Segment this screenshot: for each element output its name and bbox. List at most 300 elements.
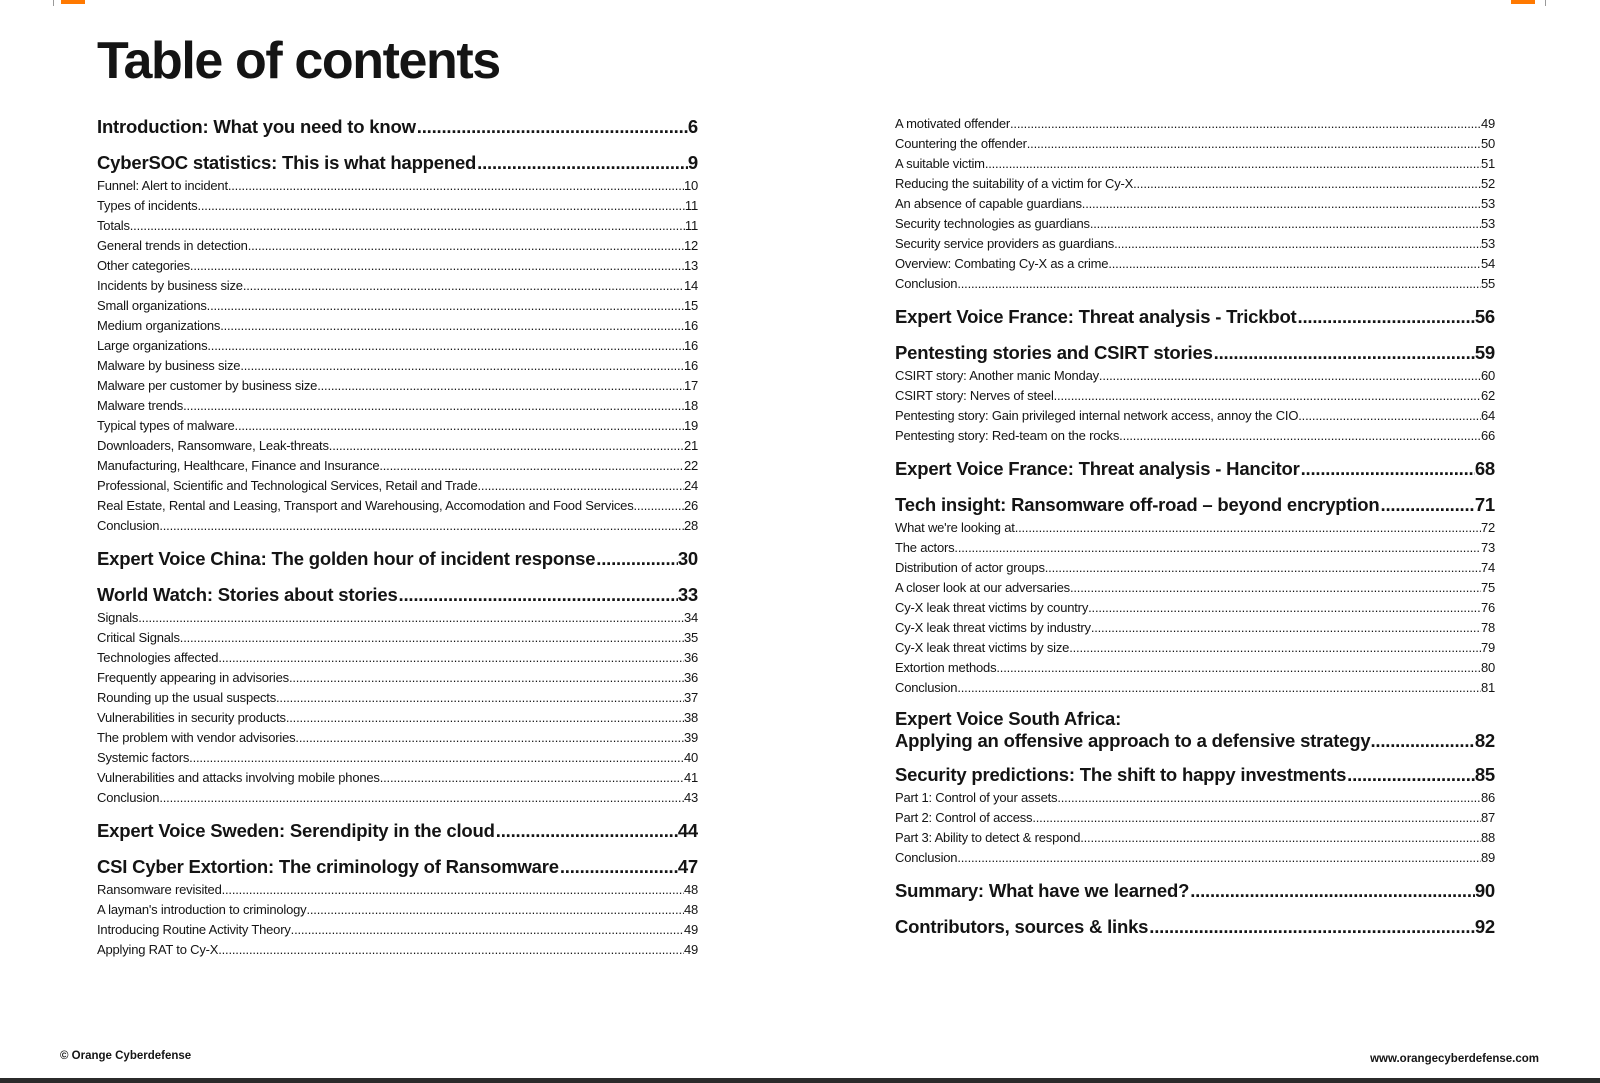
dot-leader — [1381, 492, 1475, 518]
toc-subsection-entry-label: Overview: Combating Cy-X as a crime — [895, 256, 1109, 271]
toc-subsection-entry[interactable] — [97, 276, 698, 296]
toc-subsection-entry[interactable] — [97, 628, 698, 648]
toc-chapter-entry[interactable] — [97, 854, 698, 880]
toc-chapter-entry-label: Contributors, sources & links — [895, 916, 1149, 937]
dot-leader — [477, 150, 688, 176]
toc-section — [895, 492, 1495, 698]
dot-leader — [1057, 788, 1481, 808]
dot-leader — [228, 176, 684, 196]
dot-leader — [220, 316, 684, 336]
page-number: 72 — [1480, 520, 1495, 535]
toc-subsection-entry[interactable] — [97, 176, 698, 196]
dot-leader — [1054, 386, 1481, 406]
toc-subsection-entry[interactable] — [895, 848, 1495, 868]
toc-section — [895, 456, 1495, 482]
toc-subsection-entry-label: Pentesting story: Red-team on the rocks — [895, 428, 1120, 443]
footer-website-link[interactable]: www.orangecyberdefense.com — [1370, 1053, 1539, 1065]
toc-subsection-entry-label: Incidents by business size — [97, 278, 243, 293]
dot-leader — [1045, 558, 1481, 578]
toc-subsection-entry-label: Ransomware revisited — [97, 882, 222, 897]
toc-chapter-entry[interactable] — [97, 818, 698, 844]
page-number: 52 — [1480, 176, 1495, 191]
toc-subsection-entry-label: CSIRT story: Another manic Monday — [895, 368, 1099, 383]
page-number: 11 — [684, 198, 698, 213]
toc-chapter-entry[interactable] — [895, 456, 1495, 482]
toc-subsection-entry-label: Countering the offender — [895, 136, 1027, 151]
dot-leader — [634, 496, 684, 516]
toc-chapter-entry-label: CyberSOC statistics: This is what happened — [97, 152, 477, 173]
dot-leader — [180, 628, 684, 648]
dot-leader — [329, 436, 684, 456]
toc-subsection-entry[interactable] — [97, 436, 698, 456]
toc-subsection-entry-label: Medium organizations — [97, 318, 221, 333]
toc-subsection-entry[interactable] — [895, 598, 1495, 618]
dot-leader — [248, 236, 684, 256]
page-number: 44 — [677, 820, 698, 841]
page-number: 56 — [1474, 306, 1495, 327]
toc-subsection-entry[interactable] — [895, 254, 1495, 274]
toc-chapter-entry[interactable] — [895, 878, 1495, 904]
dot-leader — [1015, 518, 1481, 538]
toc-subsection-entry-label: Real Estate, Rental and Leasing, Transport and Warehousing, Accomodation and Food Services — [97, 498, 634, 513]
dot-leader — [1027, 134, 1481, 154]
dot-leader — [596, 546, 678, 572]
page-number: 68 — [1474, 458, 1495, 479]
toc-chapter-entry[interactable] — [895, 708, 1495, 752]
page-number: 15 — [683, 298, 698, 313]
page-number: 13 — [683, 258, 698, 273]
page-number: 76 — [1480, 600, 1495, 615]
toc-subsection-entry[interactable] — [97, 336, 698, 356]
toc-chapter-entry-label: Summary: What have we learned? — [895, 880, 1190, 901]
dot-leader — [380, 768, 684, 788]
toc-subsection-entry-label: Extortion methods — [895, 660, 997, 675]
toc-subsection-entry[interactable] — [97, 456, 698, 476]
page-number: 75 — [1480, 580, 1495, 595]
page-number: 18 — [683, 398, 698, 413]
page-number: 53 — [1480, 196, 1495, 211]
toc-subsection-entry-label: A suitable victim — [895, 156, 985, 171]
toc-subsection-entry[interactable] — [97, 748, 698, 768]
toc-subsection-entry[interactable] — [97, 648, 698, 668]
page-number: 36 — [683, 650, 698, 665]
toc-subsection-entry[interactable] — [97, 668, 698, 688]
toc-section — [97, 854, 698, 960]
toc-subsection-entry[interactable] — [97, 356, 698, 376]
accent-mark-right — [1511, 0, 1535, 4]
page-number: 64 — [1480, 408, 1495, 423]
page-number: 12 — [683, 238, 698, 253]
toc-chapter-entry[interactable] — [97, 150, 698, 176]
page-number: 48 — [683, 902, 698, 917]
toc-subsection-list — [97, 608, 698, 808]
page-number: 26 — [683, 498, 698, 513]
toc-chapter-title[interactable] — [895, 730, 1495, 752]
toc-subsection-entry-label: Pentesting story: Gain privileged internal network access, annoy the CIO — [895, 408, 1299, 423]
page-number: 41 — [683, 770, 698, 785]
toc-subsection-entry[interactable] — [97, 768, 698, 788]
toc-chapter-title-label: Applying an offensive approach to a defensive strategy — [895, 730, 1371, 751]
dot-leader — [1347, 762, 1475, 788]
toc-subsection-entry[interactable] — [97, 236, 698, 256]
dot-leader — [207, 296, 684, 316]
toc-chapter-entry[interactable] — [97, 546, 698, 572]
dot-leader — [1149, 914, 1475, 940]
dot-leader — [138, 608, 684, 628]
toc-section — [97, 818, 698, 844]
dot-leader — [1088, 598, 1481, 618]
toc-subsection-entry-label: Security technologies as guardians — [895, 216, 1090, 231]
toc-subsection-entry[interactable] — [895, 366, 1495, 386]
dot-leader — [1032, 808, 1481, 828]
dot-leader — [1069, 638, 1481, 658]
toc-chapter-entry-label: World Watch: Stories about stories — [97, 584, 398, 605]
toc-column-left — [97, 114, 698, 960]
toc-section — [97, 114, 698, 140]
dot-leader — [240, 356, 684, 376]
dot-leader — [1108, 254, 1481, 274]
toc-subsection-entry-label: A motivated offender — [895, 116, 1011, 131]
toc-section — [895, 762, 1495, 868]
toc-subsection-list — [895, 366, 1495, 446]
toc-subsection-entry[interactable] — [895, 194, 1495, 214]
toc-section — [895, 914, 1495, 940]
toc-subsection-entry-label: Large organizations — [97, 338, 208, 353]
crop-mark-left — [53, 0, 54, 6]
toc-subsection-entry[interactable] — [97, 476, 698, 496]
toc-subsection-entry[interactable] — [895, 274, 1495, 294]
toc-subsection-entry-label: Manufacturing, Healthcare, Finance and Insurance — [97, 458, 380, 473]
toc-subsection-entry-label: Typical types of malware — [97, 418, 235, 433]
toc-subsection-entry[interactable] — [895, 174, 1495, 194]
toc-subsection-list — [895, 788, 1495, 868]
dot-leader — [1099, 366, 1481, 386]
page-number: 35 — [683, 630, 698, 645]
dot-leader — [1298, 406, 1481, 426]
page-number: 11 — [684, 218, 698, 233]
dot-leader — [291, 920, 684, 940]
toc-subsection-entry-label: A closer look at our adversaries — [895, 580, 1070, 595]
page-number: 19 — [683, 418, 698, 433]
dot-leader — [1091, 618, 1481, 638]
dot-leader — [957, 848, 1481, 868]
dot-leader — [1298, 304, 1475, 330]
toc-subsection-entry-label: General trends in detection — [97, 238, 248, 253]
page-number: 39 — [683, 730, 698, 745]
toc-subsection-entry[interactable] — [97, 376, 698, 396]
dot-leader — [1080, 828, 1481, 848]
toc-subsection-entry[interactable] — [895, 154, 1495, 174]
page-number: 90 — [1474, 880, 1495, 901]
page-number: 37 — [683, 690, 698, 705]
toc-section — [97, 150, 698, 536]
toc-subsection-entry-label: Signals — [97, 610, 139, 625]
dot-leader — [286, 708, 684, 728]
toc-subsection-entry-label: Small organizations — [97, 298, 207, 313]
page-number: 85 — [1474, 764, 1495, 785]
toc-subsection-entry-label: The actors — [895, 540, 955, 555]
toc-subsection-list — [97, 880, 698, 960]
toc-column-right — [895, 114, 1495, 940]
dot-leader — [183, 396, 684, 416]
page-number: 81 — [1480, 680, 1495, 695]
page-number: 50 — [1480, 136, 1495, 151]
crop-mark-right — [1545, 0, 1546, 6]
dot-leader — [130, 216, 685, 236]
dot-leader — [560, 854, 678, 880]
dot-leader — [218, 940, 684, 960]
toc-subsection-entry-label: Frequently appearing in advisories — [97, 670, 289, 685]
page-number: 87 — [1480, 810, 1495, 825]
toc-subsection-entry[interactable] — [895, 558, 1495, 578]
toc-subsection-entry[interactable] — [895, 214, 1495, 234]
page-number: 78 — [1480, 620, 1495, 635]
dot-leader — [207, 336, 684, 356]
toc-subsection-list — [97, 176, 698, 536]
toc-subsection-entry[interactable] — [895, 114, 1495, 134]
page-number: 6 — [687, 116, 698, 137]
toc-subsection-entry[interactable] — [97, 496, 698, 516]
dot-leader — [1114, 234, 1481, 254]
page-number: 21 — [683, 438, 698, 453]
toc-subsection-entry[interactable] — [97, 196, 698, 216]
toc-subsection-list — [895, 114, 1495, 294]
toc-subsection-entry[interactable] — [97, 216, 698, 236]
toc-chapter-entry-label: Pentesting stories and CSIRT stories — [895, 342, 1213, 363]
toc-subsection-entry[interactable] — [97, 880, 698, 900]
page-number: 14 — [683, 278, 698, 293]
dot-leader — [159, 516, 684, 536]
toc-subsection-entry[interactable] — [895, 678, 1495, 698]
dot-leader — [985, 154, 1481, 174]
page-number: 30 — [677, 548, 698, 569]
dot-leader — [218, 648, 684, 668]
toc-section — [895, 304, 1495, 330]
toc-subsection-entry[interactable] — [97, 516, 698, 536]
toc-subsection-entry-label: Malware by business size — [97, 358, 241, 373]
toc-subsection-entry[interactable] — [895, 578, 1495, 598]
dot-leader — [399, 582, 678, 608]
dot-leader — [197, 196, 684, 216]
dot-leader — [478, 476, 684, 496]
page-number: 10 — [683, 178, 698, 193]
toc-subsection-entry-label: Types of incidents — [97, 198, 198, 213]
toc-subsection-entry-label: Part 2: Control of access — [895, 810, 1033, 825]
toc-subsection-entry-label: Malware trends — [97, 398, 184, 413]
toc-subsection-entry-label: Malware per customer by business size — [97, 378, 318, 393]
toc-subsection-entry-label: Security service providers as guardians — [895, 236, 1115, 251]
toc-subsection-entry-label: Part 1: Control of your assets — [895, 790, 1058, 805]
toc-section — [97, 546, 698, 572]
toc-subsection-entry-label: Part 3: Ability to detect & respond — [895, 830, 1081, 845]
toc-subsection-entry[interactable] — [895, 406, 1495, 426]
toc-subsection-entry-label: CSIRT story: Nerves of steel — [895, 388, 1054, 403]
toc-chapter-entry[interactable] — [97, 582, 698, 608]
page-number: 16 — [683, 318, 698, 333]
toc-subsection-entry-label: Applying RAT to Cy-X — [97, 942, 219, 957]
toc-chapter-entry[interactable] — [895, 762, 1495, 788]
toc-subsection-entry[interactable] — [97, 316, 698, 336]
toc-subsection-entry[interactable] — [895, 538, 1495, 558]
toc-subsection-entry[interactable] — [97, 688, 698, 708]
page-number: 38 — [683, 710, 698, 725]
dot-leader — [1070, 578, 1481, 598]
toc-subsection-entry-label: A layman's introduction to criminology — [97, 902, 307, 917]
toc-subsection-entry[interactable] — [895, 808, 1495, 828]
page-number: 36 — [683, 670, 698, 685]
dot-leader — [954, 538, 1481, 558]
page-number: 60 — [1480, 368, 1495, 383]
toc-subsection-entry-label: Cy-X leak threat victims by size — [895, 640, 1070, 655]
toc-subsection-entry[interactable] — [97, 256, 698, 276]
toc-subsection-entry-label: The problem with vendor advisories — [97, 730, 296, 745]
toc-subsection-entry-label: Conclusion — [97, 790, 160, 805]
toc-chapter-entry-label: Introduction: What you need to know — [97, 116, 416, 137]
page-number: 71 — [1474, 494, 1495, 515]
dot-leader — [1010, 114, 1481, 134]
toc-subsection-entry-label: Technologies affected — [97, 650, 219, 665]
toc-chapter-entry-label: Expert Voice China: The golden hour of incident response — [97, 548, 596, 569]
toc-subsection-entry[interactable] — [97, 728, 698, 748]
dot-leader — [1214, 340, 1475, 366]
toc-subsection-entry-label: Distribution of actor groups — [895, 560, 1045, 575]
toc-subsection-entry[interactable] — [97, 920, 698, 940]
toc-subsection-entry[interactable] — [895, 788, 1495, 808]
toc-subsection-entry-label: Rounding up the usual suspects — [97, 690, 277, 705]
page-number: 66 — [1480, 428, 1495, 443]
page-number: 24 — [683, 478, 698, 493]
page-number: 73 — [1480, 540, 1495, 555]
page-number: 9 — [687, 152, 698, 173]
toc-subsection-entry[interactable] — [97, 940, 698, 960]
page-number: 49 — [683, 942, 698, 957]
dot-leader — [1133, 174, 1481, 194]
dot-leader — [295, 728, 684, 748]
toc-subsection-entry[interactable] — [97, 900, 698, 920]
page-number: 28 — [683, 518, 698, 533]
page-number: 16 — [683, 338, 698, 353]
toc-chapter-entry[interactable] — [895, 492, 1495, 518]
toc-subsection-entry-label: Other categories — [97, 258, 190, 273]
page-number: 17 — [683, 378, 698, 393]
page-number: 51 — [1480, 156, 1495, 171]
toc-chapter-entry-label: Security predictions: The shift to happy investments — [895, 764, 1347, 785]
dot-leader — [317, 376, 684, 396]
page-number: 16 — [683, 358, 698, 373]
dot-leader — [417, 114, 688, 140]
toc-subsection-entry-label: Totals — [97, 218, 130, 233]
page-number: 47 — [677, 856, 698, 877]
page-number: 55 — [1480, 276, 1495, 291]
dot-leader — [235, 416, 684, 436]
page-number: 62 — [1480, 388, 1495, 403]
dot-leader — [996, 658, 1481, 678]
page-number: 79 — [1480, 640, 1495, 655]
page-number: 86 — [1480, 790, 1495, 805]
toc-subsection-entry-label: Conclusion — [97, 518, 160, 533]
toc-subsection-entry[interactable] — [895, 518, 1495, 538]
toc-chapter-entry-label: Tech insight: Ransomware off-road – beyond encryption — [895, 494, 1380, 515]
toc-section — [895, 340, 1495, 446]
page-number: 33 — [677, 584, 698, 605]
toc-chapter-entry-label: Expert Voice France: Threat analysis - Hancitor — [895, 458, 1300, 479]
toc-chapter-title-line: Expert Voice South Africa: — [895, 708, 1122, 729]
dot-leader — [306, 900, 683, 920]
toc-subsection-entry[interactable] — [97, 708, 698, 728]
toc-subsection-entry[interactable] — [895, 828, 1495, 848]
accent-mark-left — [61, 0, 85, 4]
toc-chapter-entry[interactable] — [895, 914, 1495, 940]
page-number: 59 — [1474, 342, 1495, 363]
toc-subsection-entry-label: Vulnerabilities in security products — [97, 710, 286, 725]
page-number: 40 — [683, 750, 698, 765]
toc-subsection-entry[interactable] — [895, 618, 1495, 638]
dot-leader — [222, 880, 684, 900]
toc-section — [895, 114, 1495, 294]
toc-chapter-entry[interactable] — [895, 304, 1495, 330]
toc-chapter-entry[interactable] — [97, 114, 698, 140]
toc-subsection-entry-label: Reducing the suitability of a victim for Cy-X — [895, 176, 1134, 191]
toc-subsection-entry[interactable] — [895, 638, 1495, 658]
page-number: 82 — [1474, 730, 1495, 751]
toc-subsection-entry-label: Systemic factors — [97, 750, 190, 765]
dot-leader — [379, 456, 684, 476]
dot-leader — [1190, 878, 1475, 904]
toc-subsection-entry[interactable] — [97, 416, 698, 436]
toc-section — [895, 708, 1495, 752]
toc-chapter-entry-label: Expert Voice France: Threat analysis - Trickbot — [895, 306, 1297, 327]
toc-subsection-entry-label: Professional, Scientific and Technological Services, Retail and Trade — [97, 478, 478, 493]
toc-subsection-entry[interactable] — [895, 134, 1495, 154]
page-number: 53 — [1480, 236, 1495, 251]
bottom-rule — [0, 1078, 1600, 1083]
dot-leader — [1119, 426, 1481, 446]
dot-leader — [159, 788, 684, 808]
dot-leader — [1090, 214, 1481, 234]
page-number: 22 — [683, 458, 698, 473]
toc-subsection-entry[interactable] — [895, 426, 1495, 446]
page-number: 74 — [1480, 560, 1495, 575]
dot-leader — [1370, 730, 1474, 752]
toc-section — [895, 878, 1495, 904]
toc-subsection-entry[interactable] — [97, 608, 698, 628]
toc-subsection-entry-label: What we're looking at — [895, 520, 1015, 535]
toc-subsection-entry[interactable] — [97, 296, 698, 316]
toc-subsection-entry[interactable] — [895, 658, 1495, 678]
dot-leader — [243, 276, 684, 296]
page-number: 80 — [1480, 660, 1495, 675]
page-title: Table of contents — [97, 32, 500, 90]
toc-subsection-entry[interactable] — [895, 386, 1495, 406]
dot-leader — [189, 748, 684, 768]
toc-subsection-list — [895, 518, 1495, 698]
toc-section — [97, 582, 698, 808]
page-number: 49 — [1480, 116, 1495, 131]
toc-subsection-entry[interactable] — [97, 396, 698, 416]
toc-subsection-entry-label: Downloaders, Ransomware, Leak-threats — [97, 438, 329, 453]
toc-subsection-entry[interactable] — [97, 788, 698, 808]
toc-subsection-entry-label: Cy-X leak threat victims by country — [895, 600, 1089, 615]
toc-subsection-entry-label: Funnel: Alert to incident — [97, 178, 228, 193]
toc-chapter-entry-label: CSI Cyber Extortion: The criminology of Ransomware — [97, 856, 559, 877]
toc-chapter-entry[interactable] — [895, 340, 1495, 366]
dot-leader — [957, 678, 1481, 698]
toc-subsection-entry-label: Conclusion — [895, 850, 958, 865]
toc-subsection-entry[interactable] — [895, 234, 1495, 254]
page-number: 53 — [1480, 216, 1495, 231]
toc-subsection-entry-label: An absence of capable guardians — [895, 196, 1082, 211]
page-number: 49 — [683, 922, 698, 937]
